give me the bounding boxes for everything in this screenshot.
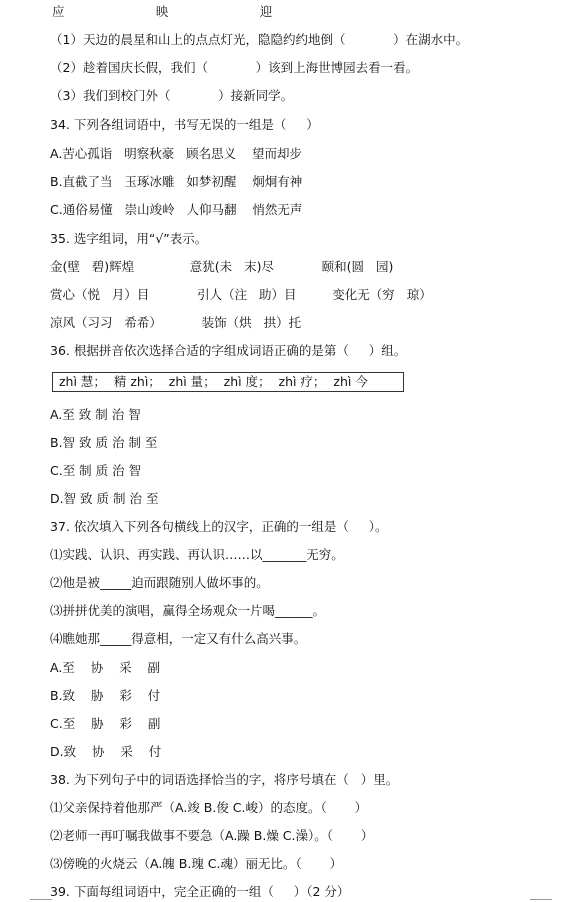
q38-sentence-1: ⑴父亲保持着他那严（A.竣 B.俊 C.峻）的态度。（ ） — [50, 800, 368, 815]
q37-sentence-4: ⑷瞧她那_____得意相，一定又有什么高兴事。 — [50, 631, 307, 646]
q37-sentence-1: ⑴实践、认识、再实践、再认识……以_______无穷。 — [50, 547, 344, 562]
pinyin-box — [52, 372, 404, 392]
q37-sentence-3: ⑶拼拼优美的演唱，赢得全场观众一片喝______。 — [50, 603, 326, 618]
q-fill-2: （2）趁着国庆长假，我们（ ）该到上海世博园去看一看。 — [50, 60, 419, 75]
footer-rule-right — [530, 899, 552, 900]
q34-option-a: A.苦心孤诣 明察秋豪 顾名思义 望而却步 — [50, 146, 303, 161]
question-37: 37. 依次填入下列各句横线上的汉字，正确的一组是（ ）。 — [50, 519, 388, 534]
q37-sentence-2: ⑵他是被_____迫而跟随别人做坏事的。 — [50, 575, 269, 590]
footer-rule-left — [30, 899, 52, 900]
q35-row-3: 凉风（习习 希希） 装饰（烘 拱）托 — [50, 315, 302, 330]
q36-option-a: A.至 致 制 治 智 — [50, 407, 141, 422]
question-36: 36. 根据拼音依次选择合适的字组成词语正确的是第（ ）组。 — [50, 343, 407, 358]
q37-option-c: C.至 胁 彩 副 — [50, 716, 161, 731]
q35-row-2: 赏心（悦 月）目 引人（注 助）目 变化无（穷 琼） — [50, 287, 432, 302]
q36-option-b: B.智 致 质 治 制 至 — [50, 435, 158, 450]
q37-option-b: B.致 胁 彩 付 — [50, 688, 161, 703]
q-fill-3: （3）我们到校门外（ ）接新同学。 — [50, 88, 294, 103]
question-35: 35. 选字组词，用“√”表示。 — [50, 231, 208, 246]
q38-sentence-2: ⑵老师一再叮嘱我做事不要急（A.躁 B.燥 C.澡）。（ ） — [50, 828, 374, 843]
q36-option-d: D.智 致 质 制 治 至 — [50, 491, 159, 506]
question-34: 34. 下列各组词语中，书写无误的一组是（ ） — [50, 117, 319, 132]
q36-option-c: C.至 制 质 治 智 — [50, 463, 142, 478]
q38-sentence-3: ⑶傍晚的火烧云（A.魄 B.瑰 C.魂）丽无比。（ ） — [50, 856, 343, 871]
q34-option-b: B.直截了当 玉琢冰雕 如梦初醒 炯炯有神 — [50, 174, 303, 189]
char-options-row: 应 映 迎 — [52, 4, 273, 19]
q34-option-c: C.通俗易懂 崇山竣岭 人仰马翻 悄然无声 — [50, 202, 303, 217]
q35-row-1: 金(壁 碧)辉煌 意犹(未 末)尽 颐和(圆 园) — [50, 259, 394, 274]
q37-option-d: D.致 协 采 付 — [50, 744, 162, 759]
q-fill-1: （1）天边的晨星和山上的点点灯光，隐隐约约地倒（ ）在湖水中。 — [50, 32, 469, 47]
q37-option-a: A.至 协 采 副 — [50, 660, 160, 675]
question-39: 39. 下面每组词语中，完全正确的一组（ ）（2 分） — [50, 884, 350, 899]
pinyin-box-text: zhì 慧； 精 zhì； zhì 量； zhì 度； zhì 疗； zhì 今 — [59, 374, 368, 389]
question-38: 38. 为下列句子中的词语选择恰当的字，将序号填在（ ）里。 — [50, 772, 399, 787]
